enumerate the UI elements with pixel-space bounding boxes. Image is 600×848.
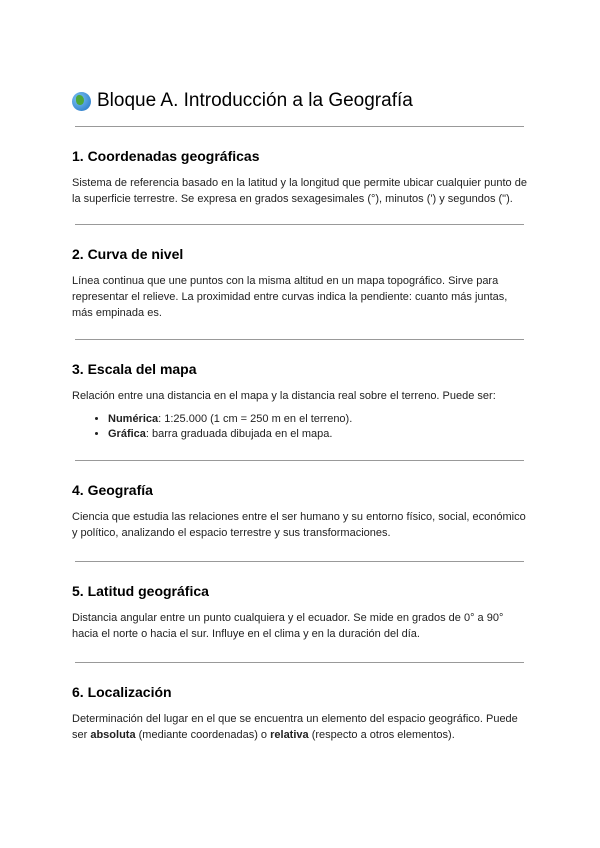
globe-icon — [72, 92, 91, 111]
section-body: Sistema de referencia basado en la latitud y la longitud que permite ubicar cualquier punto de la superficie terrestre. Se expresa en grados sexagesimales (°), minutos (') y segundos ("). — [72, 177, 527, 205]
bold-term: absoluta — [90, 729, 136, 741]
section-body: Relación entre una distancia en el mapa y la distancia real sobre el terreno. Puede ser: — [72, 390, 496, 402]
list-item — [108, 412, 527, 427]
list-item — [108, 427, 527, 442]
title-text: Bloque A. Introducción a la Geografía — [97, 90, 413, 111]
section-5 — [72, 562, 527, 642]
list-term: Numérica — [108, 413, 159, 425]
section-body: Línea continua que une puntos con la misma altitud en un mapa topográfico. Sirve para representar el relieve. La proximidad entre curvas indica la pendiente: cuanto más juntas, más empinada es. — [72, 275, 508, 319]
body-text: (respecto a otros elementos). — [308, 729, 455, 741]
scale-types-list — [72, 412, 527, 442]
section-body — [72, 711, 527, 743]
section-heading: 6. Localización — [72, 684, 172, 700]
section-3 — [72, 340, 527, 442]
list-text: : 1:25.000 (1 cm = 250 m en el terreno). — [158, 413, 353, 425]
section-heading: 4. Geografía — [72, 482, 153, 498]
body-text: (mediante coordenadas) o — [135, 729, 271, 741]
section-heading: 1. Coordenadas geográficas — [72, 148, 260, 164]
section-body: Ciencia que estudia las relaciones entre el ser humano y su entorno físico, social, económico y político, analizando el espacio terrestre y sus transformaciones. — [72, 511, 526, 539]
list-term: Gráfica — [108, 428, 146, 440]
page-title — [72, 86, 527, 116]
section-heading: 2. Curva de nivel — [72, 246, 184, 262]
bold-term: relativa — [270, 729, 309, 741]
section-heading: 5. Latitud geográfica — [72, 583, 209, 599]
section-2 — [72, 225, 527, 321]
list-text: : barra graduada dibujada en el mapa. — [145, 428, 333, 440]
section-1 — [72, 127, 527, 207]
section-4 — [72, 461, 527, 541]
body-text: Determinación del lugar en el que se encuentra un elemento del espacio geográfico. Puede ser — [72, 713, 518, 741]
section-heading: 3. Escala del mapa — [72, 361, 197, 377]
section-6 — [72, 663, 527, 743]
section-body: Distancia angular entre un punto cualquiera y el ecuador. Se mide en grados de 0° a 90° hacia el norte o hacia el sur. Influye en el clima y en la duración del día. — [72, 612, 504, 640]
